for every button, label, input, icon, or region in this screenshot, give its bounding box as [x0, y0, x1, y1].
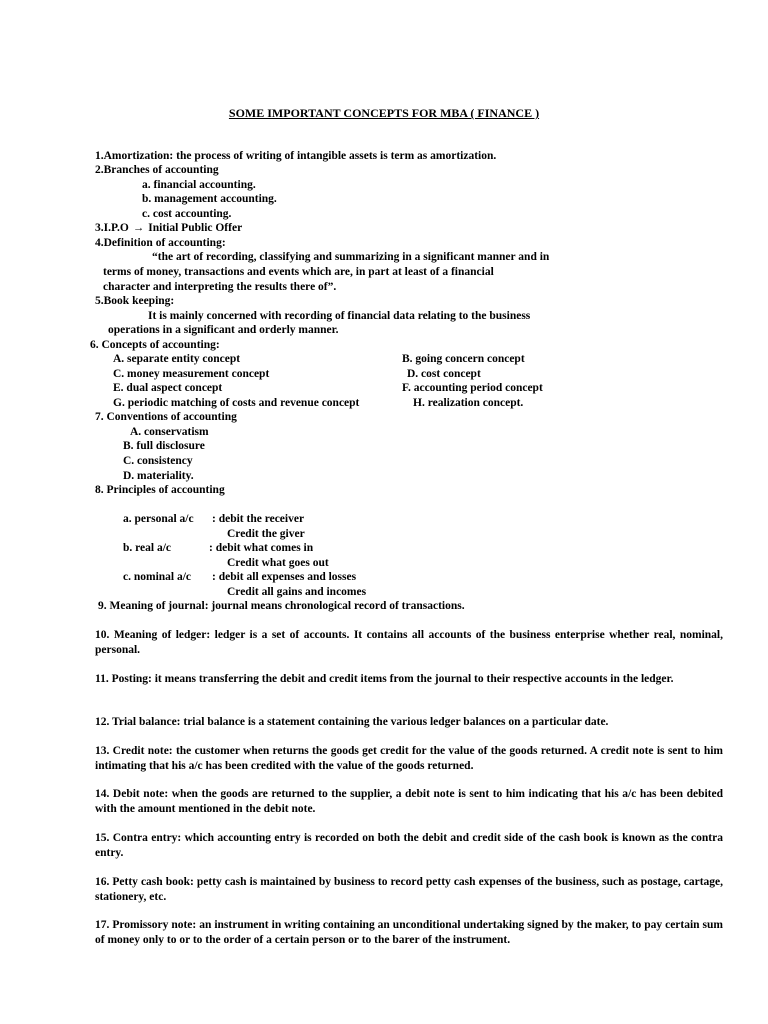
- ipo-expansion: Initial Public Offer: [148, 222, 243, 234]
- item-journal: 9. Meaning of journal: journal means chronological record of transactions.: [98, 600, 465, 612]
- definition-line-2: terms of money, transactions and events which are, in part at least of a financial: [103, 266, 494, 278]
- principle-real-rule-2: Credit what goes out: [227, 557, 329, 569]
- item-ipo: [95, 221, 242, 235]
- bookkeeping-line-2: operations in a significant and orderly manner.: [108, 324, 339, 336]
- principle-nominal-rule-2: Credit all gains and incomes: [227, 586, 367, 598]
- convention-d: D. materiality.: [123, 470, 194, 482]
- principle-real-label: b. real a/c: [123, 542, 172, 554]
- item-amortization: 1.Amortization: the process of writing of intangible assets is term as amortization.: [95, 150, 497, 162]
- ipo-label: 3.I.P.O: [95, 222, 129, 234]
- item-principles-heading: 8. Principles of accounting: [95, 484, 225, 496]
- branch-b: b. management accounting.: [142, 193, 277, 205]
- item-petty-cash-book: 16. Petty cash book: petty cash is maintained by business to record petty cash expenses of the business, such as postage, cartage, stationery, etc.: [95, 876, 723, 903]
- bookkeeping-line-1: It is mainly concerned with recording of financial data relating to the business: [148, 310, 531, 322]
- concept-f: F. accounting period concept: [402, 382, 543, 394]
- definition-line-3: character and interpreting the results there of”.: [103, 281, 337, 293]
- principle-personal-label: a. personal a/c: [123, 513, 194, 525]
- item-posting: 11. Posting: it means transferring the debit and credit items from the journal to their respective accounts in the ledger.: [95, 673, 674, 685]
- item-trial-balance: 12. Trial balance: trial balance is a statement containing the various ledger balances on a particular date.: [95, 716, 609, 728]
- convention-a: A. conservatism: [130, 426, 209, 438]
- item-promissory-note: 17. Promissory note: an instrument in writing containing an unconditional undertaking signed by the maker, to pay certain sum of money only to or to the order of a certain person or to the barer of the instrument.: [95, 919, 723, 946]
- item-concepts-heading: 6. Concepts of accounting:: [90, 339, 220, 351]
- item-bookkeeping-heading: 5.Book keeping:: [95, 295, 175, 307]
- concept-c: C. money measurement concept: [113, 368, 270, 380]
- item-contra-entry: 15. Contra entry: which accounting entry is recorded on both the debit and credit side of the cash book is known as the contra entry.: [95, 832, 723, 859]
- principle-nominal-rule-1: : debit all expenses and losses: [212, 571, 357, 583]
- convention-b: B. full disclosure: [123, 440, 205, 452]
- item-credit-note: 13. Credit note: the customer when returns the goods get credit for the value of the goods returned. A credit note is sent to him intimating that his a/c has been credited with the value of the goods returned.: [95, 745, 723, 772]
- principle-personal-rule-2: Credit the giver: [227, 528, 305, 540]
- branch-c: c. cost accounting.: [142, 208, 232, 220]
- item-conventions-heading: 7. Conventions of accounting: [95, 411, 237, 423]
- item-debit-note: 14. Debit note: when the goods are returned to the supplier, a debit note is sent to him indicating that his a/c has been debited with the amount mentioned in the debit note.: [95, 788, 723, 815]
- principle-nominal-label: c. nominal a/c: [123, 571, 192, 583]
- convention-c: C. consistency: [123, 455, 193, 467]
- concept-e: E. dual aspect concept: [113, 382, 223, 394]
- document-title: SOME IMPORTANT CONCEPTS FOR MBA ( FINANCE ): [228, 106, 540, 120]
- concept-h: H. realization concept.: [413, 397, 524, 409]
- item-branches-heading: 2.Branches of accounting: [95, 164, 219, 176]
- principle-personal-rule-1: : debit the receiver: [212, 513, 305, 525]
- definition-line-1: “the art of recording, classifying and summarizing in a significant manner and in: [152, 251, 550, 263]
- concept-b: B. going concern concept: [402, 353, 525, 365]
- branch-a: a. financial accounting.: [142, 179, 256, 191]
- concept-d: D. cost concept: [407, 368, 481, 380]
- concept-g: G. periodic matching of costs and revenue concept: [113, 397, 360, 409]
- item-ledger: 10. Meaning of ledger: ledger is a set of accounts. It contains all accounts of the business enterprise whether real, nominal, personal.: [95, 629, 723, 656]
- concept-a: A. separate entity concept: [113, 353, 241, 365]
- arrow-right-icon: →: [132, 222, 145, 234]
- item-definition-heading: 4.Definition of accounting:: [95, 237, 226, 249]
- principle-real-rule-1: : debit what comes in: [209, 542, 314, 554]
